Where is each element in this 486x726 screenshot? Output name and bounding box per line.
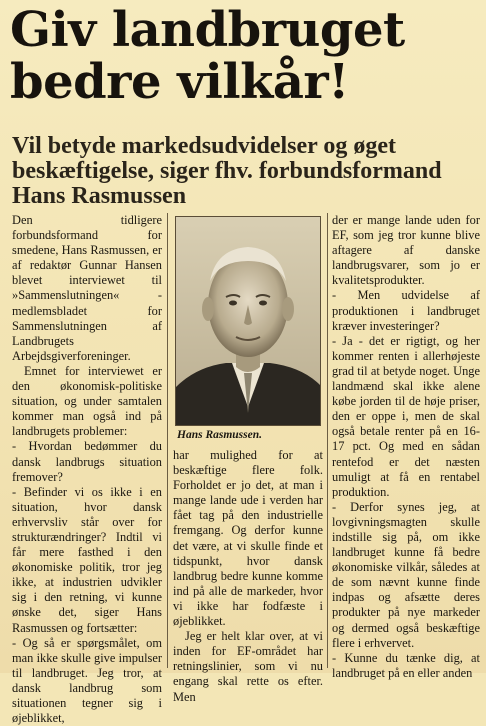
headline: Giv landbruget bedre vilkår! xyxy=(10,2,405,110)
paragraph: Den tidligere forbundsformand for smedene, Hans Rasmussen, er af redaktør Gunnar Hansen blevet interviewet til »Sammenslutningen« - medlemsbladet for Sammenslutningen af Landbrugets Arbejdsgiverforeninger. xyxy=(12,213,162,363)
portrait-photo xyxy=(175,216,321,426)
paragraph: - Men udvidelse af produktionen i landbruget kræver investeringer? xyxy=(332,288,480,333)
article-column-3 xyxy=(332,213,480,681)
portrait-illustration xyxy=(176,217,320,425)
article-column-2 xyxy=(173,448,323,705)
paragraph: der er mange lande uden for EF, som jeg tror kunne blive aftagere af danske landbrugsvarer, som jo er kvalitetsprodukter. xyxy=(332,213,480,288)
paragraph: - Hvordan bedømmer du dansk landbrugs situation fremover? xyxy=(12,439,162,484)
subheadline: Vil betyde markedsudvidelser og øget beskæftigelse, siger fhv. forbundsformand Hans Rasmussen xyxy=(12,133,442,209)
paragraph: Emnet for interviewet er den økonomisk-politiske situation, og under samtalen kommer man også ind på landbrugets problemer: xyxy=(12,363,162,439)
paragraph: - Befinder vi os ikke i en situation, hvor dansk erhvervsliv står over for strukturændringer? Indtil vi får mere fasthed i den økonomiske politik, tror jeg ikke, at industrien udvikler sig i den retning, vi kunne ønske det, siger Hans Rasmussen og fortsætter: xyxy=(12,484,162,635)
paragraph: - Derfor synes jeg, at lovgivningsmagten skulle indstille sig på, om ikke landbruget kunne få bedre økonomiske vilkår, således at de som nævnt kunne finde indpas og afsætte deres produkter på nye markeder og dermed også beskæftige flere i erhvervet. xyxy=(332,499,480,650)
column-divider xyxy=(327,213,328,668)
paragraph: har mulighed for at beskæftige flere folk. Forholdet er jo det, at man i mange lande ude i verden har fået tag på den industrielle fremgang. Og derfor kunne det være, at vi skulle finde et tidspunkt, hvor dansk landbrug bedre kunne komme ind på alle de markeder, hvor vi ikke har fodfæste i øjeblikket. xyxy=(173,448,323,629)
column-divider xyxy=(167,213,168,668)
paragraph: - Kunne du tænke dig, at landbruget på en eller anden xyxy=(332,650,480,680)
article-column-1 xyxy=(12,213,162,726)
paragraph: Jeg er helt klar over, at vi inden for EF-området har retningslinier, som vi nu engang skal rette os efter. Men xyxy=(173,629,323,704)
paragraph: - Og så er spørgsmålet, om man ikke skulle give impulser til landbruget. Jeg tror, at dansk landbrug som situationen tegner sig i øjeblikket, xyxy=(12,635,162,726)
paragraph: - Ja - det er rigtigt, og her kommer renten i allerhøjeste grad til at betyde noget. Unge landmænd skal ikke alene købe jorden til de høje priser, den er oppe i, men de skal også betale renter på en 16-17 pct. Og med en sådan rentefod er det næsten umuligt at få en rentabel produktion. xyxy=(332,333,480,499)
photo-caption: Hans Rasmussen. xyxy=(177,429,263,441)
